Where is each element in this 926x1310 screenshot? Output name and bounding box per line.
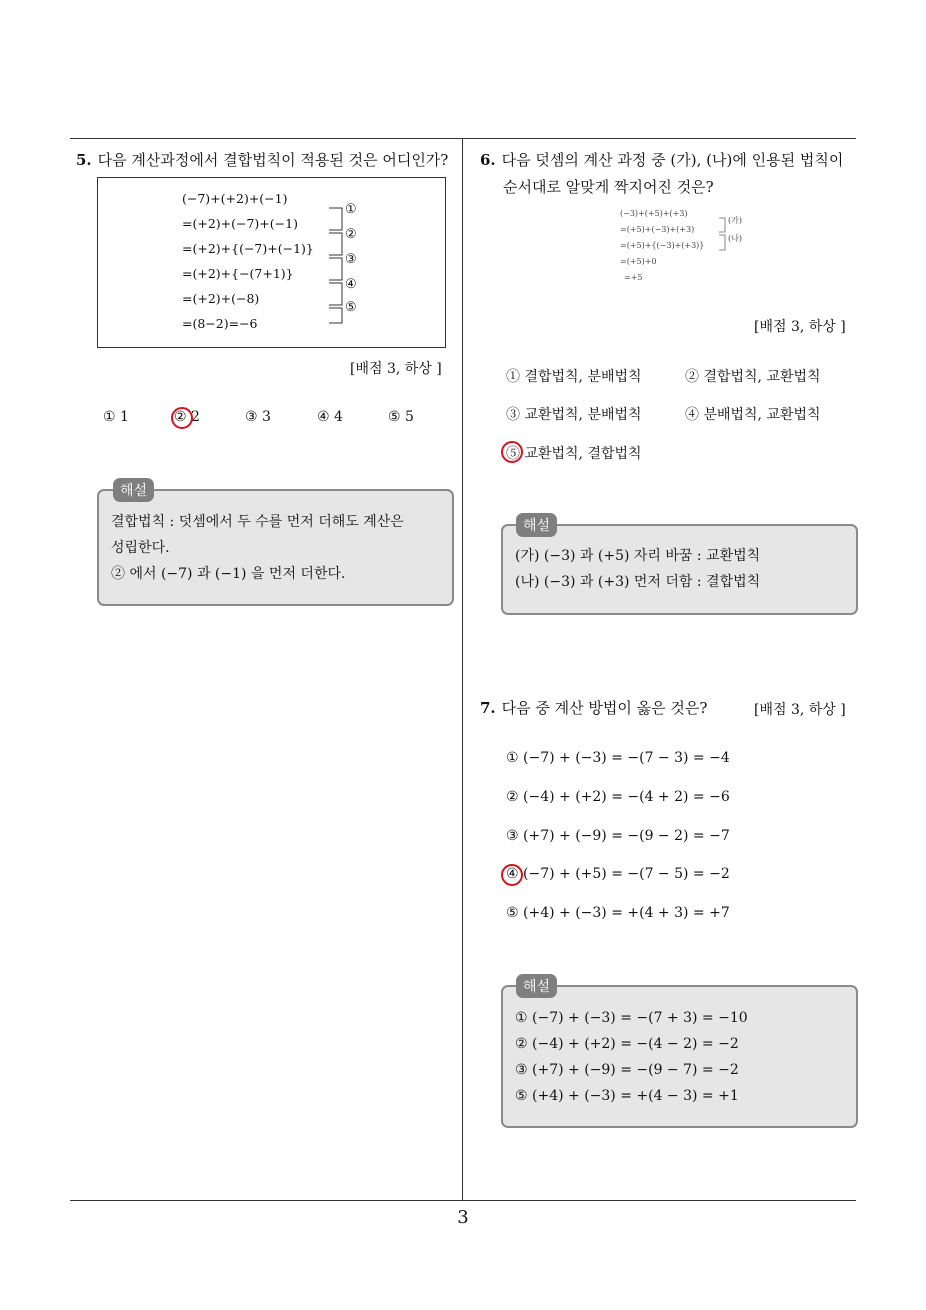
q5-number: 5. — [76, 151, 92, 169]
q5-marker: ① — [345, 202, 357, 217]
q7-explanation-box — [501, 985, 858, 1128]
q7-choice-5[interactable]: ⑤ (+4) + (−3) = +(4 + 3) = +7 — [506, 905, 730, 921]
q7-choice-3[interactable]: ③ (+7) + (−9) = −(9 − 2) = −7 — [506, 828, 730, 844]
q7-number: 7. — [480, 699, 496, 717]
q5-choice-1[interactable]: ① 1 — [103, 409, 129, 425]
page-number: 3 — [457, 1207, 469, 1228]
q5-marker: ④ — [345, 277, 357, 292]
q5-choice-2[interactable]: ② 2 — [174, 409, 200, 425]
q7-choice-4[interactable]: ④ (−7) + (+5) = −(7 − 5) = −2 — [506, 866, 730, 882]
q5-step: =(+2)+(−8) — [182, 291, 260, 306]
q5-explanation-line: ② 에서 (−7) 과 (−1) 을 먼저 더한다. — [111, 566, 346, 582]
q6-step: =(+5)+(−3)+(+3) — [620, 225, 695, 234]
q5-title — [76, 145, 448, 175]
q6-explanation-tag: 해설 — [516, 513, 557, 537]
q6-choice-1[interactable]: ① 결합법칙, 분배법칙 — [506, 369, 642, 385]
q6-choice-3[interactable]: ③ 교환법칙, 분배법칙 — [506, 407, 642, 423]
q5-score: [배점 3, 하상 ] — [350, 361, 442, 377]
q5-step: =(+2)+(−7)+(−1) — [182, 216, 298, 231]
q5-explanation-box — [97, 489, 454, 606]
q7-explanation-line: ③ (+7) + (−9) = −(9 − 7) = −2 — [515, 1062, 739, 1078]
q6-explanation-line: (나) (−3) 과 (+3) 먼저 더함 : 결합법칙 — [515, 574, 761, 590]
q6-number: 6. — [480, 151, 496, 169]
answer-circle-mark — [501, 441, 523, 463]
q6-explanation-box — [501, 524, 858, 615]
q5-explanation-line: 결합법칙 : 덧셈에서 두 수를 먼저 더해도 계산은 — [111, 514, 404, 530]
q6-marker: (가) — [728, 216, 742, 225]
bottom-rule — [70, 1200, 856, 1201]
q7-title — [480, 693, 707, 723]
q7-explanation-line: ② (−4) + (+2) = −(4 − 2) = −2 — [515, 1036, 739, 1052]
q5-choice-3[interactable]: ③ 3 — [245, 409, 271, 425]
q6-step: =(+5)+0 — [620, 257, 657, 266]
q5-step: =(8−2)=−6 — [182, 316, 258, 331]
q5-expression-box — [97, 177, 446, 348]
q7-explanation-line: ⑤ (+4) + (−3) = +(4 − 3) = +1 — [515, 1088, 739, 1104]
q5-marker: ③ — [345, 252, 357, 267]
q5-explanation-tag: 해설 — [113, 478, 154, 502]
q5-choice-5[interactable]: ⑤ 5 — [388, 409, 414, 425]
q6-question-line2: 순서대로 알맞게 짝지어진 것은? — [503, 178, 714, 196]
q7-question: 다음 중 계산 방법이 옳은 것은? — [501, 699, 708, 717]
top-rule — [70, 138, 856, 139]
q7-score: [배점 3, 하상 ] — [754, 702, 846, 718]
q5-question: 다음 계산과정에서 결합법칙이 적용된 것은 어디인가? — [97, 151, 449, 169]
q6-explanation-line: (가) (−3) 과 (+5) 자리 바꿈 : 교환법칙 — [515, 548, 761, 564]
q6-step: (−3)+(+5)+(+3) — [620, 209, 688, 218]
answer-circle-mark — [171, 407, 193, 429]
q5-choice-4[interactable]: ④ 4 — [317, 409, 343, 425]
column-divider — [462, 138, 463, 1201]
answer-circle-mark — [501, 864, 523, 886]
q7-choice-1[interactable]: ① (−7) + (−3) = −(7 − 3) = −4 — [506, 750, 730, 766]
q5-step: =(+2)+{(−7)+(−1)} — [182, 241, 314, 256]
q5-step: (−7)+(+2)+(−1) — [182, 191, 288, 206]
q7-explanation-tag: 해설 — [516, 974, 557, 998]
q6-score: [배점 3, 하상 ] — [754, 319, 846, 335]
q5-step: =(+2)+{−(7+1)} — [182, 266, 294, 281]
q5-marker: ② — [345, 227, 357, 242]
q5-marker: ⑤ — [345, 300, 357, 315]
q6-choice-2[interactable]: ② 결합법칙, 교환법칙 — [685, 369, 821, 385]
q6-title — [480, 145, 843, 175]
q6-step: =(+5)+{(−3)+(+3)} — [620, 241, 705, 250]
q6-choice-5[interactable]: ⑤ 교환법칙, 결합법칙 — [506, 446, 642, 462]
q7-explanation-line: ① (−7) + (−3) = −(7 + 3) = −10 — [515, 1010, 748, 1026]
q6-marker: (나) — [728, 234, 742, 243]
q6-question-line1: 다음 덧셈의 계산 과정 중 (가), (나)에 인용된 법칙이 — [501, 151, 844, 169]
q6-choice-4[interactable]: ④ 분배법칙, 교환법칙 — [685, 407, 821, 423]
q6-expression — [618, 207, 748, 287]
q7-choice-2[interactable]: ② (−4) + (+2) = −(4 + 2) = −6 — [506, 789, 730, 805]
q6-step: =+5 — [624, 273, 643, 282]
q5-explanation-line: 성립한다. — [111, 540, 170, 556]
